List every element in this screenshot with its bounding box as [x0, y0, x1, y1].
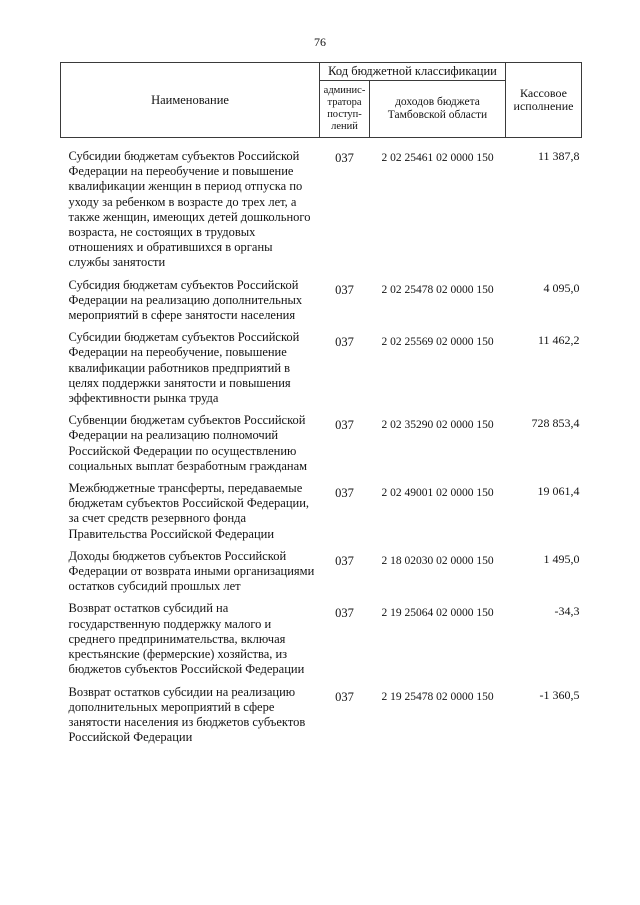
table-row [61, 330, 582, 413]
row-code-cell: 2 02 25478 02 0000 150 [381, 283, 494, 296]
row-code-cell: 2 18 02030 02 0000 150 [381, 554, 494, 567]
row-admin-cell: 037 [335, 418, 354, 433]
row-admin-cell: 037 [335, 486, 354, 501]
header-name: Наименование [61, 63, 320, 138]
table-row [61, 138, 582, 278]
row-amount-cell: 19 061,4 [537, 484, 580, 499]
row-code-cell: 2 02 25569 02 0000 150 [381, 336, 494, 349]
row-amount-cell: -1 360,5 [539, 687, 580, 702]
row-admin-cell: 037 [335, 689, 354, 704]
row-admin-cell: 037 [335, 282, 354, 297]
header-code-group: Код бюджетной классификации [320, 63, 506, 81]
header-admin: админис-тратора поступ-лений [320, 81, 370, 138]
table-row [61, 481, 582, 549]
row-name-cell: Возврат остатков субсидий на государственную поддержку малого и среднего предпринимательства, включая крестьянские (фермерские) хозяйства, из бюджетов субъектов Российской Федерации [68, 601, 305, 677]
row-name-cell: Субсидии бюджетам субъектов Российской Федерации на переобучение и повышение квалификации женщин в период отпуска по уходу за ребенком в возрасте до трех лет, а также женщин, имеющих детей дошкольного возраста, не состоящих в трудовых отношениях и обратившихся в органы службы занятости [68, 149, 311, 270]
row-name-cell: Субсидии бюджетам субъектов Российской Федерации на переобучение, повышение квалификации работников предприятий в целях поддержки занятости и повышения эффективности рынка труда [68, 330, 300, 406]
row-admin-cell: 037 [335, 335, 354, 350]
row-admin-cell: 037 [335, 606, 354, 621]
row-amount-cell: -34,3 [554, 604, 580, 619]
row-amount-cell: 11 462,2 [537, 333, 580, 348]
table-row [61, 685, 582, 753]
table-row [61, 278, 582, 331]
budget-table [60, 62, 582, 752]
row-amount-cell: 4 095,0 [543, 280, 580, 295]
table-row [61, 413, 582, 481]
row-admin-cell: 037 [335, 553, 354, 568]
row-amount-cell: 1 495,0 [543, 551, 580, 566]
row-admin-cell: 037 [335, 151, 354, 165]
table-row [61, 549, 582, 602]
table-header [61, 63, 582, 138]
header-cash: Кассовое исполнение [506, 63, 582, 138]
row-name-cell: Возврат остатков субсидии на реализацию дополнительных мероприятий в сфере занятости населения из бюджетов субъектов Российской Федерации [68, 684, 306, 745]
table-body [61, 138, 582, 753]
row-code-cell: 2 19 25478 02 0000 150 [381, 690, 494, 703]
row-name-cell: Субсидия бюджетам субъектов Российской Федерации на реализацию дополнительных мероприятий в сфере занятости населения [68, 277, 303, 323]
header-income: доходов бюджета Тамбовской области [370, 81, 506, 138]
row-amount-cell: 728 853,4 [531, 416, 580, 431]
row-amount-cell: 11 387,8 [537, 149, 580, 163]
row-code-cell: 2 02 49001 02 0000 150 [381, 487, 494, 500]
row-code-cell: 2 02 25461 02 0000 150 [381, 152, 494, 164]
row-code-cell: 2 02 35290 02 0000 150 [381, 419, 494, 432]
row-name-cell: Субвенции бюджетам субъектов Российской Федерации на реализацию полномочий Российской Федерации по осуществлению социальных выплат безработным гражданам [68, 413, 308, 473]
row-code-cell: 2 19 25064 02 0000 150 [381, 607, 494, 620]
row-name-cell: Доходы бюджетов субъектов Российской Федерации от возврата иными организациями остатков субсидий прошлых лет [68, 548, 315, 594]
table-row [61, 601, 582, 684]
page-number: 76 [314, 35, 326, 49]
row-name-cell: Межбюджетные трансферты, передаваемые бюджетам субъектов Российской Федерации, за счет средств резервного фонда Правительства Российской Федерации [68, 481, 310, 541]
